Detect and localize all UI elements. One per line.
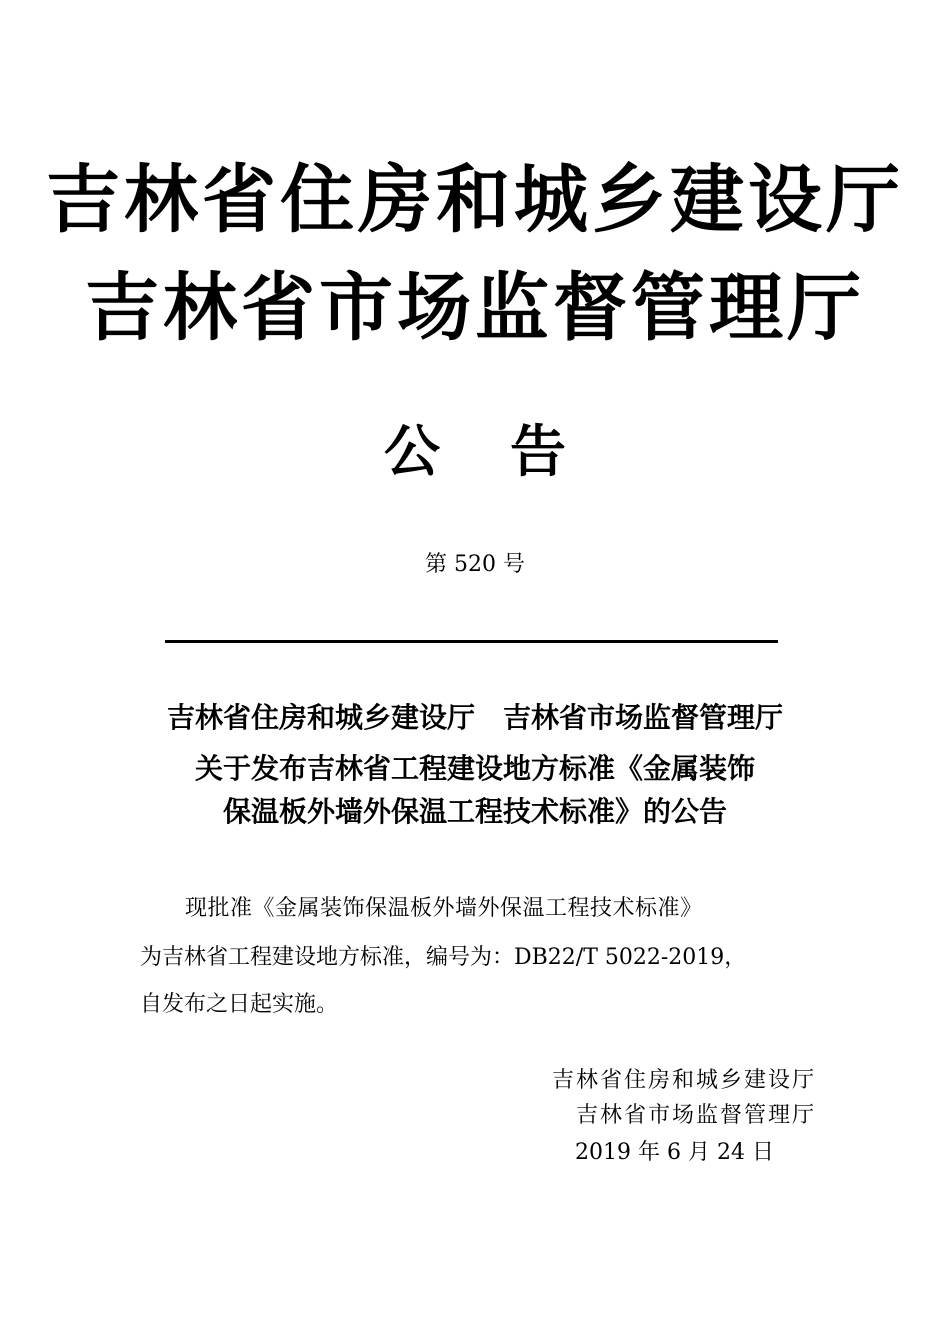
header-divider [165,640,778,643]
subject-line2: 关于发布吉林省工程建设地方标准《金属装饰 [194,752,755,785]
subject-line1: 吉林省住房和城乡建设厅 吉林省市场监督管理厅 [166,701,783,734]
signature-org2: 吉林省市场监督管理厅 [575,1103,816,1128]
body-line2: 为吉林省工程建设地方标准，编号为：DB22/T 5022-2019， [140,945,747,970]
body-line3: 自发布之日起实施。 [140,992,339,1017]
document-number: 第 520 号 [425,552,525,577]
issuer-title-line1: 吉林省住房和城乡建设厅 [46,157,904,243]
notice-title: 公告 [384,419,636,485]
body-line1: 现批准《金属装饰保温板外墙外保温工程技术标准》 [185,896,703,921]
issuer-title-line2: 吉林省市场监督管理厅 [85,265,865,351]
signature-org1: 吉林省住房和城乡建设厅 [551,1068,816,1093]
subject-line3: 保温板外墙外保温工程技术标准》的公告 [222,795,727,828]
signature-date: 2019 年 6 月 24 日 [575,1140,774,1165]
